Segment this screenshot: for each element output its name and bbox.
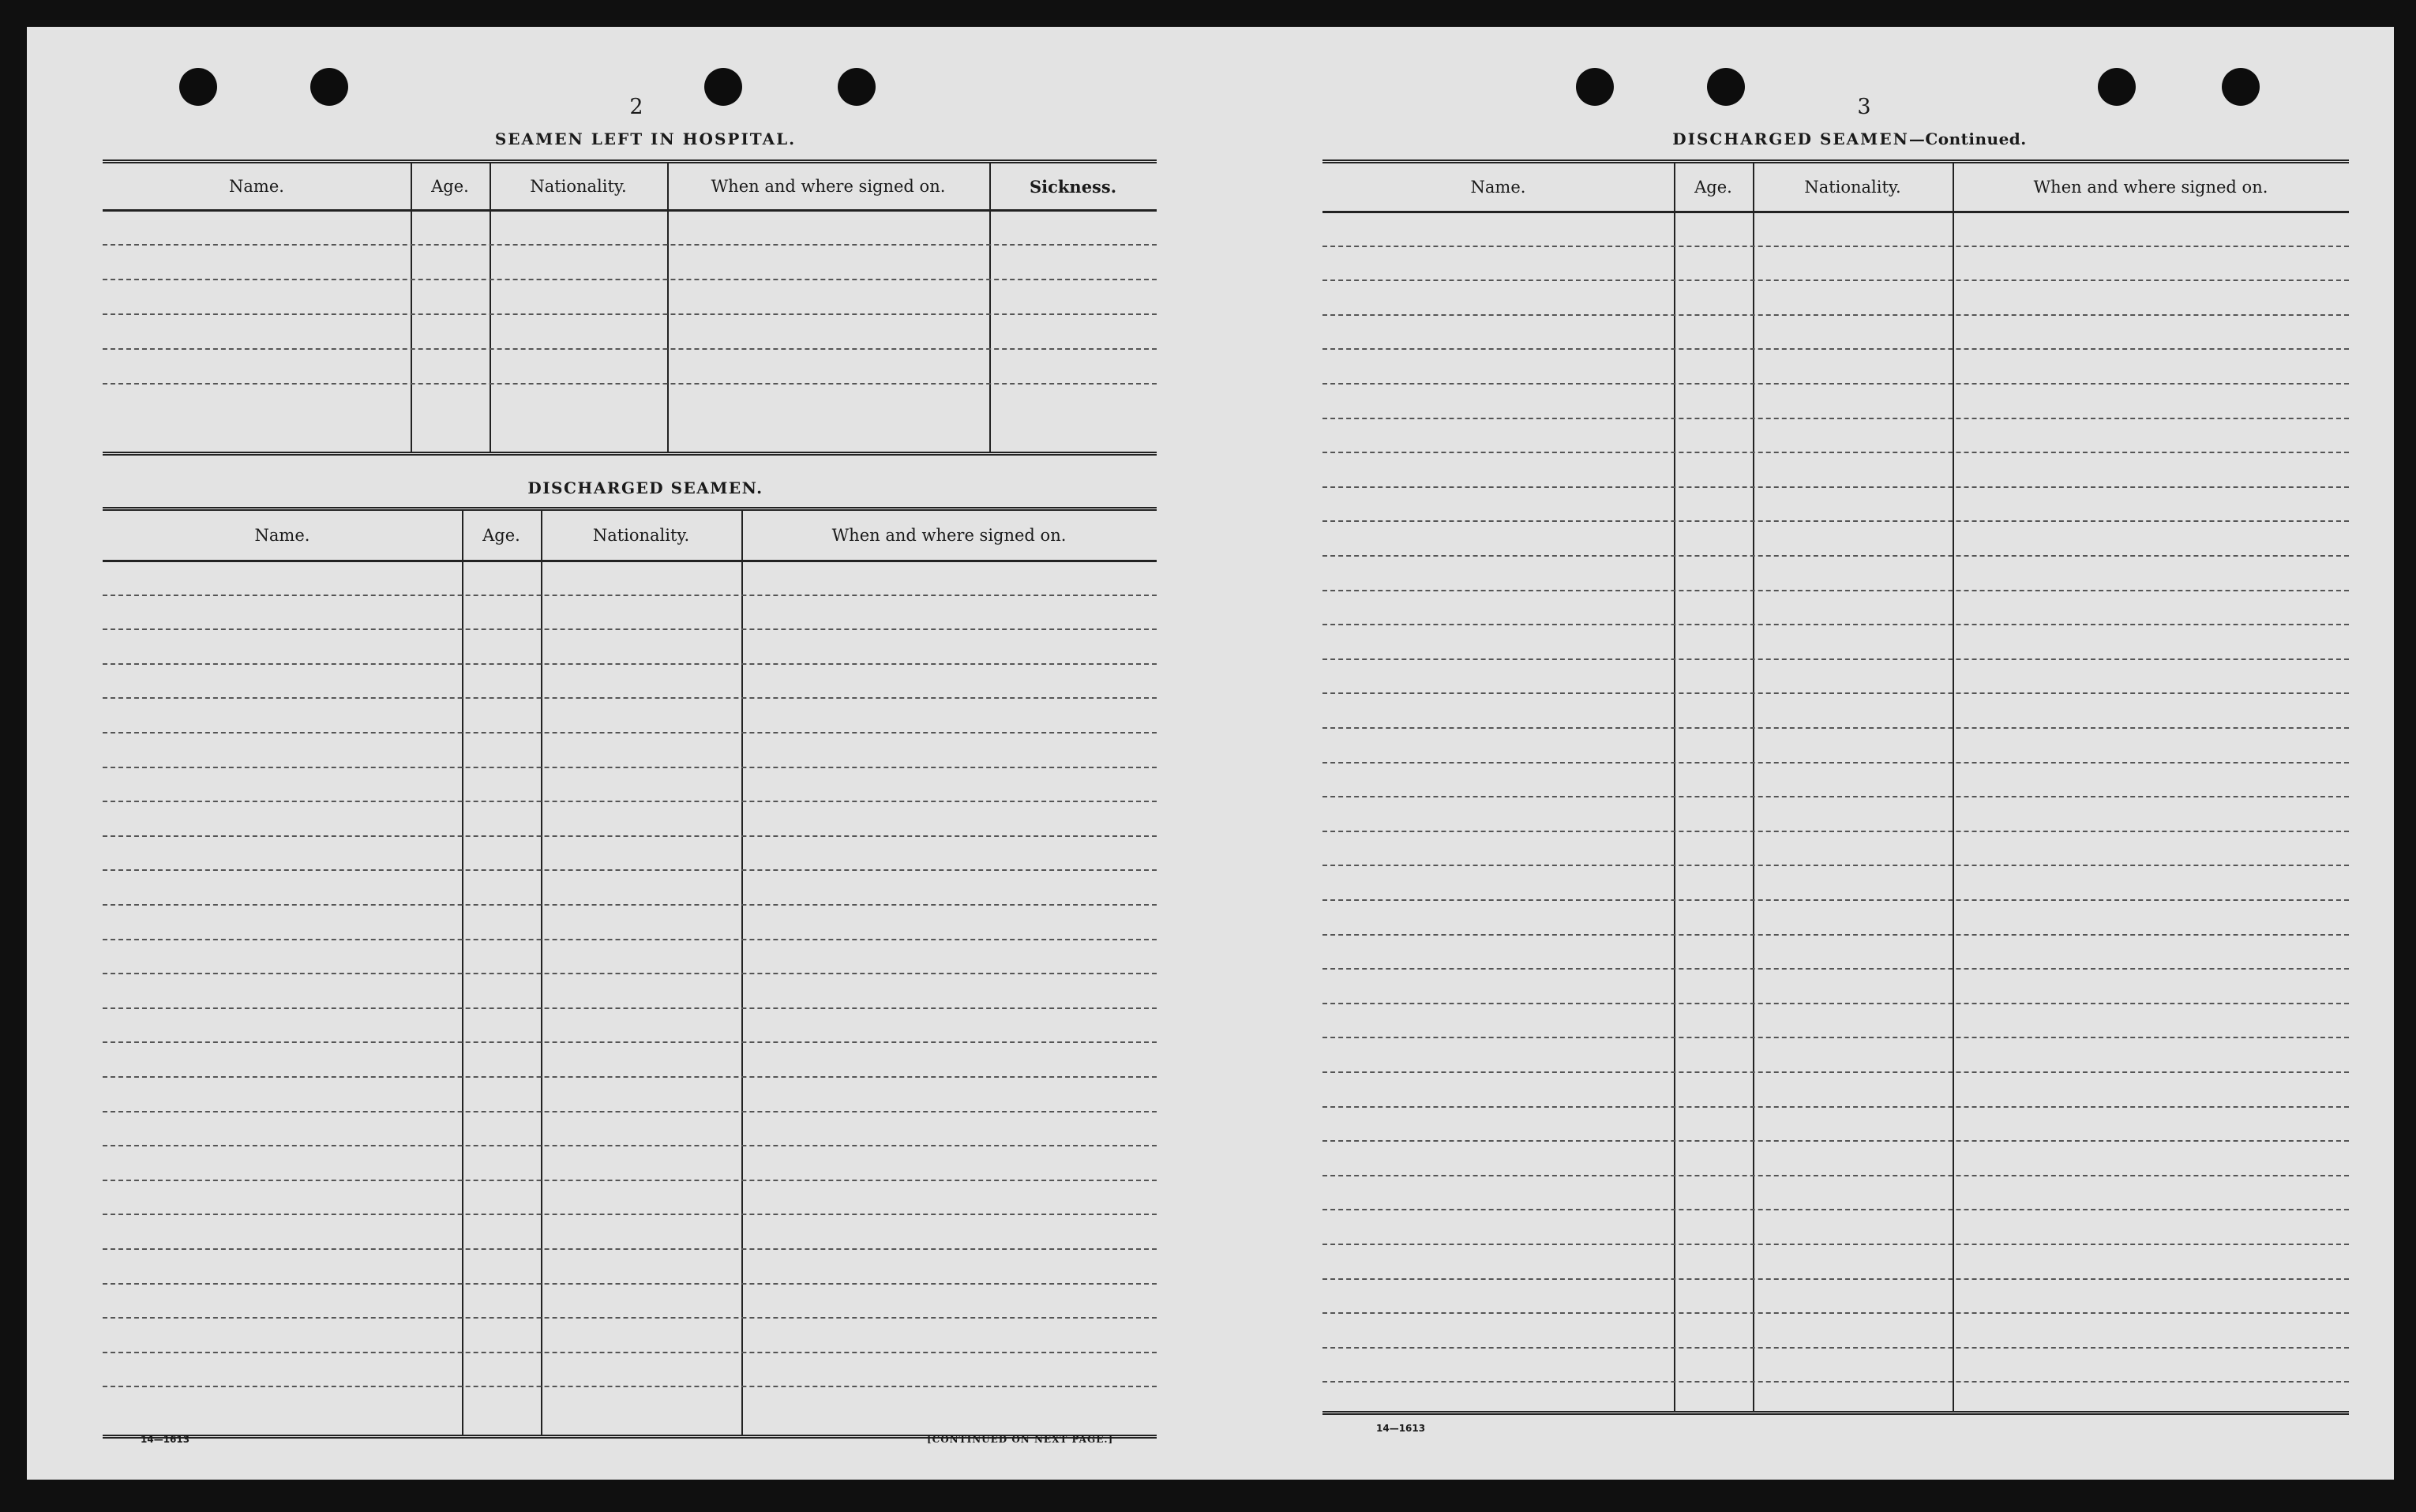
table-row (1322, 1381, 2349, 1383)
table-row (1322, 1209, 2349, 1210)
section-title-hospital: SEAMEN LEFT IN HOSPITAL. (494, 129, 797, 148)
ledger-spread (27, 27, 2394, 1480)
table-row (1322, 658, 2349, 660)
table-row (103, 383, 1157, 385)
page-number: 2 (629, 95, 643, 119)
column-header-age: Age. (431, 177, 469, 196)
table-row (103, 313, 1157, 315)
table-row (103, 1007, 1157, 1009)
column-header-signed-on: When and where signed on. (2033, 178, 2268, 197)
table-row (1322, 1347, 2349, 1349)
table-row (1322, 831, 2349, 832)
table-row (103, 1111, 1157, 1112)
table-row (1322, 1106, 2349, 1108)
table-row (1322, 727, 2349, 729)
table-row (103, 595, 1157, 596)
left-page (27, 27, 1210, 1480)
table-row (103, 1076, 1157, 1078)
column-header-nationality: Nationality. (530, 177, 627, 196)
table-row (1322, 762, 2349, 764)
table-row (1322, 624, 2349, 625)
table-row (1322, 452, 2349, 453)
table-row (103, 767, 1157, 768)
table-row (1322, 590, 2349, 591)
punch-hole (2098, 68, 2136, 106)
table-row (103, 1214, 1157, 1215)
section-title-discharged-continued (1322, 129, 2377, 148)
table-row (103, 869, 1157, 871)
column-header-nationality: Nationality. (592, 526, 690, 545)
right-page (1210, 27, 2394, 1480)
column-header-sickness: Sickness. (1029, 176, 1117, 197)
title-main: DISCHARGED SEAMEN (1672, 129, 1909, 148)
table-row (103, 244, 1157, 246)
punch-hole (179, 68, 217, 106)
column-header-signed-on: When and where signed on. (711, 177, 946, 196)
table-row (1322, 1244, 2349, 1245)
table-row (103, 1317, 1157, 1319)
column-header-age: Age. (1694, 178, 1732, 197)
table-row (1322, 796, 2349, 797)
table-row (1322, 1175, 2349, 1176)
discharged-table (103, 507, 1157, 1439)
column-rule (989, 163, 991, 452)
column-header-age: Age. (482, 526, 520, 545)
table-row (1322, 383, 2349, 385)
column-header-name: Name. (229, 177, 284, 196)
table-header (1322, 163, 2349, 213)
table-row (1322, 1140, 2349, 1142)
table-row (1322, 865, 2349, 866)
punch-hole (1576, 68, 1614, 106)
form-number: 14—1613 (1376, 1423, 1426, 1434)
table-row (103, 279, 1157, 280)
table-row (1322, 1003, 2349, 1004)
hospital-table (103, 159, 1157, 456)
table-row (103, 732, 1157, 733)
punch-hole (1707, 68, 1745, 106)
table-row (103, 628, 1157, 630)
punch-hole (704, 68, 742, 106)
table-row (1322, 246, 2349, 247)
table-row (1322, 418, 2349, 419)
column-rule (1674, 163, 1675, 1411)
title-suffix: —Continued. (1908, 129, 2027, 148)
form-number: 14—1613 (141, 1434, 190, 1445)
table-header (103, 511, 1157, 562)
table-row (103, 1180, 1157, 1181)
discharged-continued-table (1322, 159, 2349, 1415)
table-row (103, 973, 1157, 974)
table-row (103, 1248, 1157, 1250)
table-row (103, 835, 1157, 837)
table-row (1322, 899, 2349, 901)
table-row (103, 1352, 1157, 1353)
punch-hole (2222, 68, 2260, 106)
column-header-signed-on: When and where signed on. (831, 526, 1067, 545)
table-row (1322, 1312, 2349, 1314)
column-rule (490, 163, 491, 452)
column-rule (411, 163, 412, 452)
table-row (103, 348, 1157, 350)
column-header-name: Name. (254, 526, 310, 545)
section-title-discharged: DISCHARGED SEAMEN. (527, 478, 763, 497)
table-row (1322, 280, 2349, 281)
table-header (103, 163, 1157, 212)
table-row (1322, 520, 2349, 522)
column-rule (667, 163, 669, 452)
table-row (103, 1283, 1157, 1285)
table-row (1322, 934, 2349, 936)
table-row (1322, 968, 2349, 970)
table-row (1322, 692, 2349, 694)
table-row (103, 801, 1157, 802)
column-rule (1953, 163, 1954, 1411)
table-row (103, 904, 1157, 906)
punch-hole (310, 68, 348, 106)
table-row (1322, 555, 2349, 557)
table-row (1322, 1071, 2349, 1073)
table-row (103, 1145, 1157, 1146)
table-row (1322, 1278, 2349, 1280)
table-row (103, 663, 1157, 665)
table-row (1322, 486, 2349, 488)
continued-note: [CONTINUED ON NEXT PAGE.] (927, 1434, 1114, 1445)
table-row (1322, 1037, 2349, 1038)
column-rule (1753, 163, 1754, 1411)
table-row (103, 697, 1157, 699)
column-header-nationality: Nationality. (1804, 178, 1901, 197)
table-row (103, 939, 1157, 940)
column-header-name: Name. (1470, 178, 1526, 197)
table-row (103, 1041, 1157, 1043)
page-number: 3 (1857, 95, 1871, 119)
table-row (1322, 314, 2349, 316)
punch-hole (838, 68, 876, 106)
table-row (103, 1386, 1157, 1387)
table-row (1322, 348, 2349, 350)
